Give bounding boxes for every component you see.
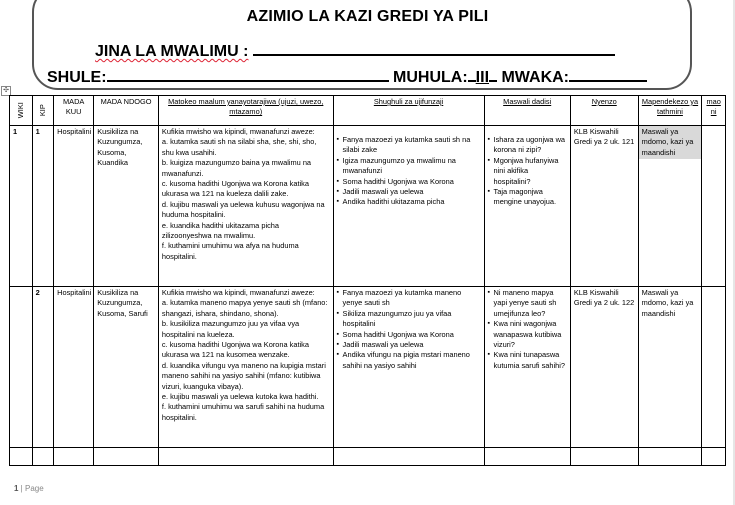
list-item: ▪ Fanya mazoezi ya kutamka maneno yenye sauti sh [337, 288, 481, 309]
header-week: WIKI [10, 96, 33, 126]
cell-week: 1 [10, 126, 33, 287]
cell-activities [333, 126, 484, 287]
school-label: SHULE: [47, 69, 107, 86]
cell-period: 2 [32, 287, 54, 448]
year-blank[interactable] [569, 66, 647, 82]
page-number: 1 [14, 484, 19, 493]
empty-cell[interactable] [702, 448, 726, 466]
cell-week [10, 287, 33, 448]
cell-topic: Hospitalini [54, 287, 94, 448]
school-name-blank[interactable] [107, 66, 389, 82]
empty-cell[interactable] [570, 448, 638, 466]
list-item: ▪ Kwa nini tunapaswa kutumia sarufi sahihi? [488, 350, 567, 371]
teacher-line [95, 40, 615, 61]
list-item: ▪ Ishara za ugonjwa wa korona ni zipi? [488, 135, 567, 156]
cell-activities [333, 287, 484, 448]
cell-resources: KLB Kiswahili Gredi ya 2 uk. 121 [570, 126, 638, 287]
school-line [47, 66, 647, 87]
cell-topic: Hospitalini [54, 126, 94, 287]
list-item: ▪ Jadili maswali ya uelewa [337, 340, 481, 350]
page-label: Page [24, 484, 44, 493]
header-activities: Shughuli za ujifunzaji [333, 96, 484, 126]
table-row [10, 126, 726, 287]
list-item: ▪ Ni maneno mapya yapi yenye sauti sh umejifunza leo? [488, 288, 567, 319]
list-item: ▪ Andika vifungu na pigia mstari maneno sahihi na yasiyo sahihi [337, 350, 481, 371]
empty-cell[interactable] [158, 448, 333, 466]
cell-outcomes: Kufikia mwisho wa kipindi, mwanafunzi aweze: a. kutamka sauti sh na silabi sha, she, shi, sho, shu kwa usahihi. b. kuigiza mazungumzo baina ya mwalimu na mwanafunzi. c. kusoma hadithi Ugonjwa wa Korona katika ukurasa wa 121 na kueleza dalili zake. d. kujibu maswali ya uelewa kuhusu wagonjwa na huduma hospitalini. e. kuandika hadithi ukitazama picha zilizoonyeshwa na mwalimu. f. kuthamini umuhimu wa afya na huduma hospitalini. [158, 126, 333, 287]
list-item: ▪ Andika hadithi ukitazama picha [337, 197, 481, 207]
cell-subtopic: Kusikiliza na Kuzungumza, Kusoma, Kuandika [94, 126, 159, 287]
empty-cell[interactable] [10, 448, 33, 466]
term-blank-right [489, 66, 497, 82]
table-header-row [10, 96, 726, 126]
year-label: MWAKA: [501, 69, 570, 86]
page-footer: 1 | Page [14, 484, 44, 493]
page-title: AZIMIO LA KAZI GREDI YA PILI [246, 8, 489, 25]
teacher-label: JINA LA MWALIMU : [95, 43, 249, 60]
list-item: ▪ Igiza mazungumzo ya mwalimu na mwanafunzi [337, 156, 481, 177]
header-period: KIP [32, 96, 54, 126]
cell-questions [484, 287, 570, 448]
teacher-name-blank[interactable] [253, 40, 615, 56]
cell-assessment [638, 126, 702, 287]
list-item: ▪ Mgonjwa hufanyiwa nini akifika hospitalini? [488, 156, 567, 187]
header-assessment: Mapendekezo ya tathmini [638, 96, 702, 126]
cell-assessment: Maswali ya mdomo, kazi ya maandishi [638, 287, 702, 448]
header-outcomes: Matokeo maalum yanayotarajiwa (ujuzi, uwezo, mtazamo) [158, 96, 333, 126]
cell-outcomes: Kufikia mwisho wa kipindi, mwanafunzi aweze: a. kutamka maneno mapya yenye sauti sh (mfano: shangazi, ishara, shindano, shona). b. kusikiliza mazungumzo juu ya vifaa vya hospitalini na kueleza. c. kusoma hadithi Ugonjwa wa Korona katika ukurasa wa 121 na kusomea wenzake. d. kuandika vifungu vya maneno na kupigia mstari maneno sahihi na yasiyo sahihi (mfano: kutibiwa vizuri, kuanguka vibaya). e. kujibu maswali ya uelewa kutoka kwa hadithi. f. kuthamini umuhimu wa sarufi sahihi na huduma hospitalini. [158, 287, 333, 448]
term-blank-left [468, 66, 476, 82]
term-label: MUHULA: [393, 69, 468, 86]
cell-questions [484, 126, 570, 287]
header-resources: Nyenzo [570, 96, 638, 126]
table-row-empty [10, 448, 726, 466]
cell-subtopic: Kusikiliza na Kuzungumza, Kusoma, Sarufi [94, 287, 159, 448]
cell-remarks [702, 126, 726, 287]
empty-cell[interactable] [94, 448, 159, 466]
header-topic: MADA KUU [54, 96, 94, 126]
list-item: ▪ Fanya mazoezi ya kutamka sauti sh na silabi zake [337, 135, 481, 156]
list-item: ▪ Taja magonjwa mengine unayojua. [488, 187, 567, 208]
list-item: ▪ Jadili maswali ya uelewa [337, 187, 481, 197]
empty-cell[interactable] [333, 448, 484, 466]
cell-remarks [702, 287, 726, 448]
header-questions: Maswali dadisi [484, 96, 570, 126]
empty-cell[interactable] [484, 448, 570, 466]
header-subtopic: MADA NDOGO [94, 96, 159, 126]
table-move-handle-icon[interactable]: ✣ [1, 86, 11, 96]
cell-period: 1 [32, 126, 54, 287]
scheme-of-work-table [9, 95, 726, 466]
empty-cell[interactable] [54, 448, 94, 466]
empty-cell[interactable] [638, 448, 702, 466]
list-item: ▪ Soma hadithi Ugonjwa wa Korona [337, 177, 481, 187]
list-item: ▪ Sikiliza mazungumzo juu ya vifaa hospitalini [337, 309, 481, 330]
assessment-selected-text[interactable]: Maswali ya mdomo, kazi ya maandishi [639, 126, 702, 159]
list-item: ▪ Soma hadithi Ugonjwa wa Korona [337, 330, 481, 340]
table-row [10, 287, 726, 448]
cell-resources: KLB Kiswahili Gredi ya 2 uk. 122 [570, 287, 638, 448]
list-item: ▪ Kwa nini wagonjwa wanapaswa kutibiwa vizuri? [488, 319, 567, 350]
empty-cell[interactable] [32, 448, 54, 466]
header-remarks: mao ni [702, 96, 726, 126]
term-value: III [475, 69, 490, 86]
